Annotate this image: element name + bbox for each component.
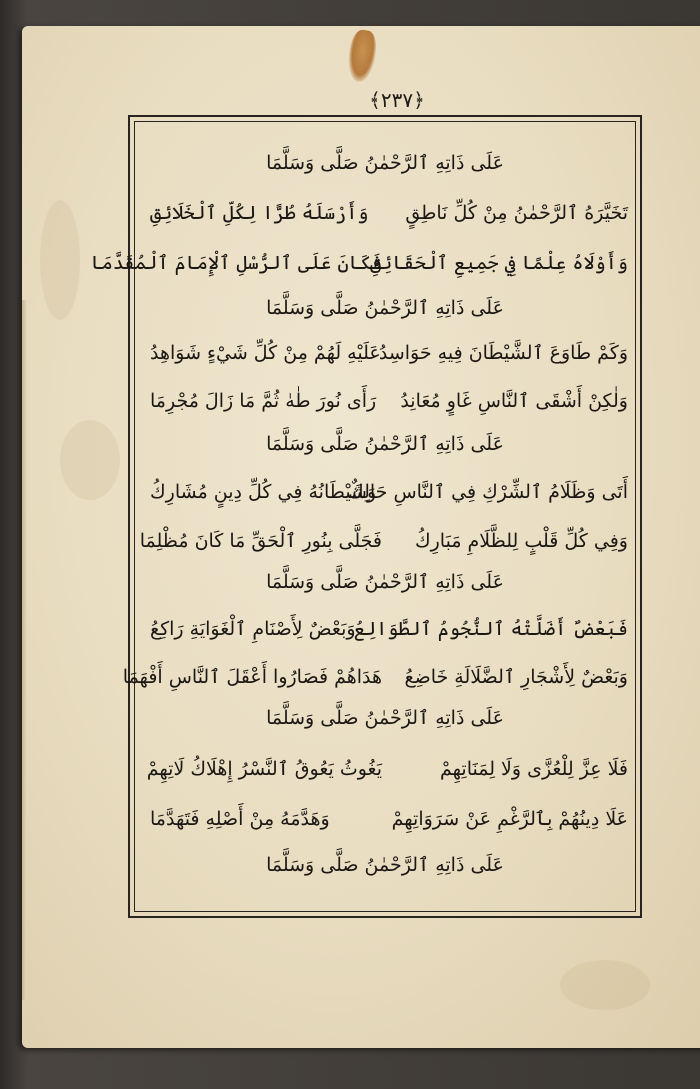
verse-second-hemistich: وَشَيْطَانُهُ فِي كُلِّ دِينٍ مُشَارِكُ [150, 481, 377, 503]
verse-second-hemistich: رَأَى نُورَ طٰهٰ ثُمَّ مَا زَالَ مُجْرِمَا [150, 390, 377, 412]
refrain-line: عَلَى ذَاتِهِ ٱلرَّحْمٰنُ صَلَّى وَسَلَّمَا [266, 297, 504, 319]
verse-second-hemistich: وَأَرْسَلَهُ طُرًّا لِكُلِّ ٱلْخَلَائِقِ [150, 202, 369, 224]
page-number: ﴿٢٣٧﴾ [369, 88, 425, 112]
verse-second-hemistich: يَغُوثُ يَعُوقُ ٱلنَّسْرُ إِهْلَاكُ لَاتِهِمْ [146, 758, 382, 780]
verse-second-hemistich: فَجَلَّى بِنُورِ ٱلْحَقِّ مَا كَانَ مُظْلِمَا [139, 530, 382, 552]
verse-first-hemistich: وَبَعْضٌ لِأَشْجَارِ ٱلضَّلَالَةِ خَاضِعُ [404, 666, 628, 688]
verse-first-hemistich: تَخَيَّرَهُ ٱلرَّحْمٰنُ مِنْ كُلِّ نَاطِقٍ [405, 202, 628, 224]
verse-first-hemistich: فَبَعْضٌ أَضَلَّتْهُ ٱلنُّجُومُ ٱلطَّوَالِعُ [353, 618, 628, 640]
verse-second-hemistich: هَدَاهُمْ فَصَارُوا أَعْقَلَ ٱلنَّاسِ أَفْهَمَا [122, 666, 382, 688]
refrain-line: عَلَى ذَاتِهِ ٱلرَّحْمٰنُ صَلَّى وَسَلَّمَا [266, 854, 504, 876]
page-edge [22, 300, 27, 1000]
verse-second-hemistich: فَكَانَ عَلَى ٱلرُّسْلِ ٱلْإِمَامَ ٱلْمُقَدَّمَا [90, 252, 382, 274]
paper-stain [40, 200, 80, 320]
verse-first-hemistich: وَفِي كُلِّ قَلْبٍ لِلظَّلَامِ مَبَارِكُ [414, 530, 628, 552]
verse-second-hemistich: وَبَعْضٌ لِأَصْنَامِ ٱلْغَوَايَةِ رَاكِعُ [150, 618, 356, 640]
verse-first-hemistich: وَلٰكِنْ أَشْقَى ٱلنَّاسِ غَاوٍ مُعَانِدُ [400, 390, 628, 412]
verse-first-hemistich: أَتَى وَظَلَامُ ٱلشِّرْكِ فِي ٱلنَّاسِ حَالِكٌ [348, 481, 628, 503]
verse-first-hemistich: وَأَوْلَاهُ عِلْمًا فِي جَمِيعِ ٱلْحَقَائِقِ [370, 252, 628, 274]
paper-stain [60, 420, 120, 500]
refrain-line: عَلَى ذَاتِهِ ٱلرَّحْمٰنُ صَلَّى وَسَلَّمَا [266, 152, 504, 174]
verse-first-hemistich: وَكَمْ طَاوَعَ ٱلشَّيْطَانَ فِيهِ حَوَاسِدُ [378, 342, 628, 364]
text-frame-inner [90, 121, 636, 912]
verse-first-hemistich: عَلَا دِينُهُمْ بِٱلرَّغْمِ عَنْ سَرَوَاتِهِمْ [391, 808, 628, 830]
verse-second-hemistich: عَلَيْهِ لَهُمْ مِنْ كُلِّ شَيْءٍ شَوَاهِدُ [150, 342, 381, 364]
paper-stain [560, 960, 650, 1010]
refrain-line: عَلَى ذَاتِهِ ٱلرَّحْمٰنُ صَلَّى وَسَلَّمَا [266, 433, 504, 455]
verse-second-hemistich: وَهَدَّمَهُ مِنْ أَصْلِهِ فَتَهَدَّمَا [150, 808, 330, 830]
verse-first-hemistich: فَلَا عِزَّ لِلْعُزَّى وَلَا لِمَنَاتِهِمْ [440, 758, 628, 780]
refrain-line: عَلَى ذَاتِهِ ٱلرَّحْمٰنُ صَلَّى وَسَلَّمَا [266, 707, 504, 729]
refrain-line: عَلَى ذَاتِهِ ٱلرَّحْمٰنُ صَلَّى وَسَلَّمَا [266, 571, 504, 593]
